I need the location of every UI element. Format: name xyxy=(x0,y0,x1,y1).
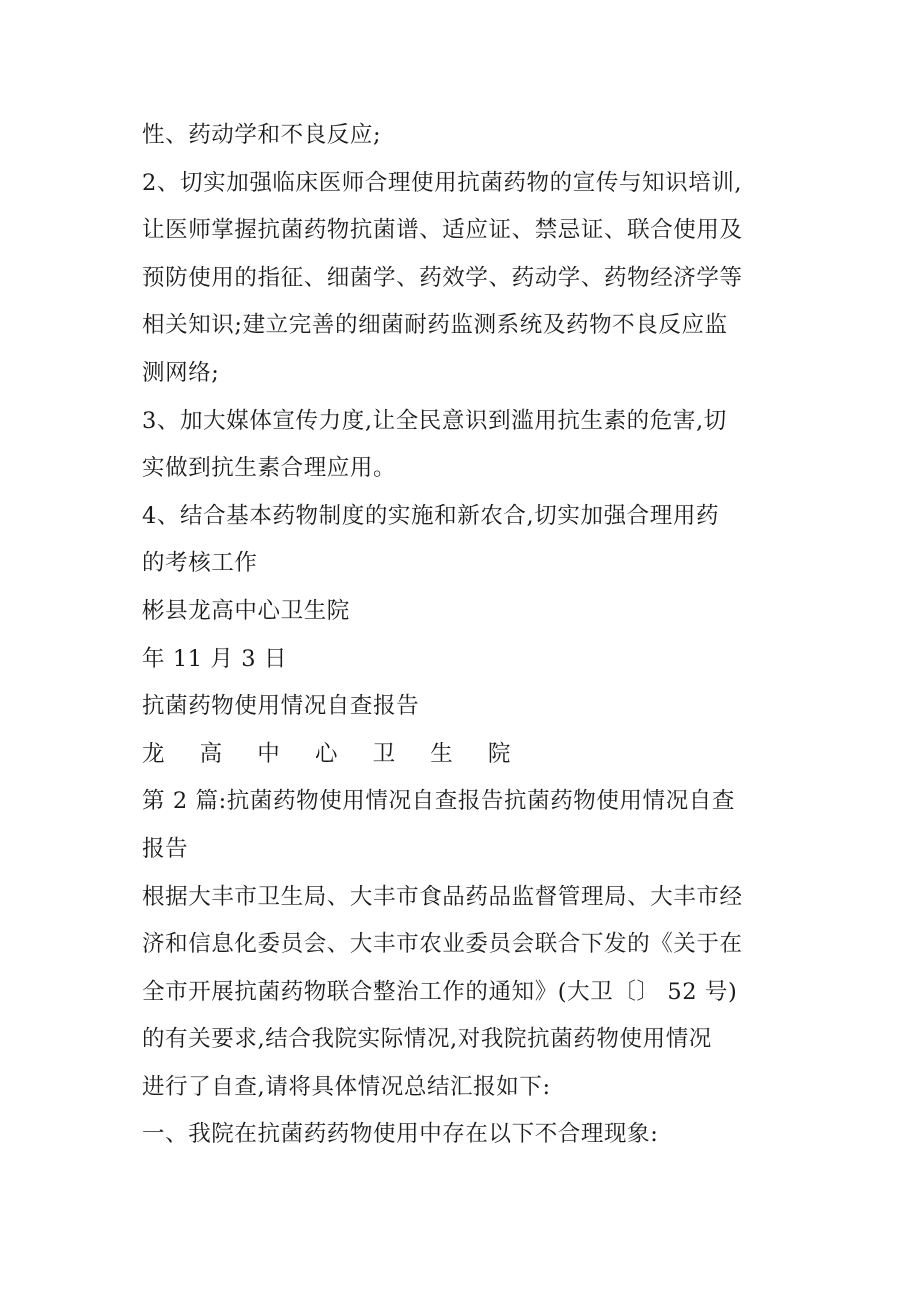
section-heading: 第 2 篇:抗菌药物使用情况自查报告抗菌药物使用情况自查 xyxy=(142,788,736,815)
text-line: 性、药动学和不良反应; xyxy=(142,122,382,148)
document-body xyxy=(142,112,792,1159)
text-line: 根据大丰市卫生局、大丰市食品药品监督管理局、大丰市经 xyxy=(142,883,743,910)
text-line: 进行了自查,请将具体情况总结汇报如下: xyxy=(142,1073,551,1100)
text-line: 相关知识;建立完善的细菌耐药监测系统及药物不良反应监 xyxy=(142,312,728,339)
text-line: 全市开展抗菌药物联合整治工作的通知》(大卫〔〕 52 号) xyxy=(142,978,738,1005)
date-line: 年 11 月 3 日 xyxy=(142,645,288,672)
text-line: 2、切实加强临床医师合理使用抗菌药物的宣传与知识培训, xyxy=(142,169,743,196)
text-line: 报告 xyxy=(142,835,189,862)
text-line: 4、结合基本药物制度的实施和新农合,切实加强合理用药 xyxy=(142,502,720,529)
text-line: 3、加大媒体宣传力度,让全民意识到滥用抗生素的危害,切 xyxy=(142,407,727,434)
text-line: 实做到抗生素合理应用。 xyxy=(142,455,397,482)
report-title: 抗菌药物使用情况自查报告 xyxy=(142,693,420,720)
text-line: 一、我院在抗菌药药物使用中存在以下不合理现象: xyxy=(142,1121,659,1148)
text-line: 的有关要求,结合我院实际情况,对我院抗菌药物使用情况 xyxy=(142,1026,712,1053)
text-line: 的考核工作 xyxy=(142,550,258,577)
text-line: 让医师掌握抗菌药物抗菌谱、适应证、禁忌证、联合使用及 xyxy=(142,217,743,244)
organization-name: 彬县龙高中心卫生院 xyxy=(142,597,350,624)
text-line: 预防使用的指征、细菌学、药效学、药动学、药物经济学等 xyxy=(142,264,743,291)
text-line: 测网络; xyxy=(142,359,220,386)
text-line: 济和信息化委员会、大丰市农业委员会联合下发的《关于在 xyxy=(142,931,743,958)
hospital-name-spaced: 龙 高 中 心 卫 生 院 xyxy=(142,740,525,767)
